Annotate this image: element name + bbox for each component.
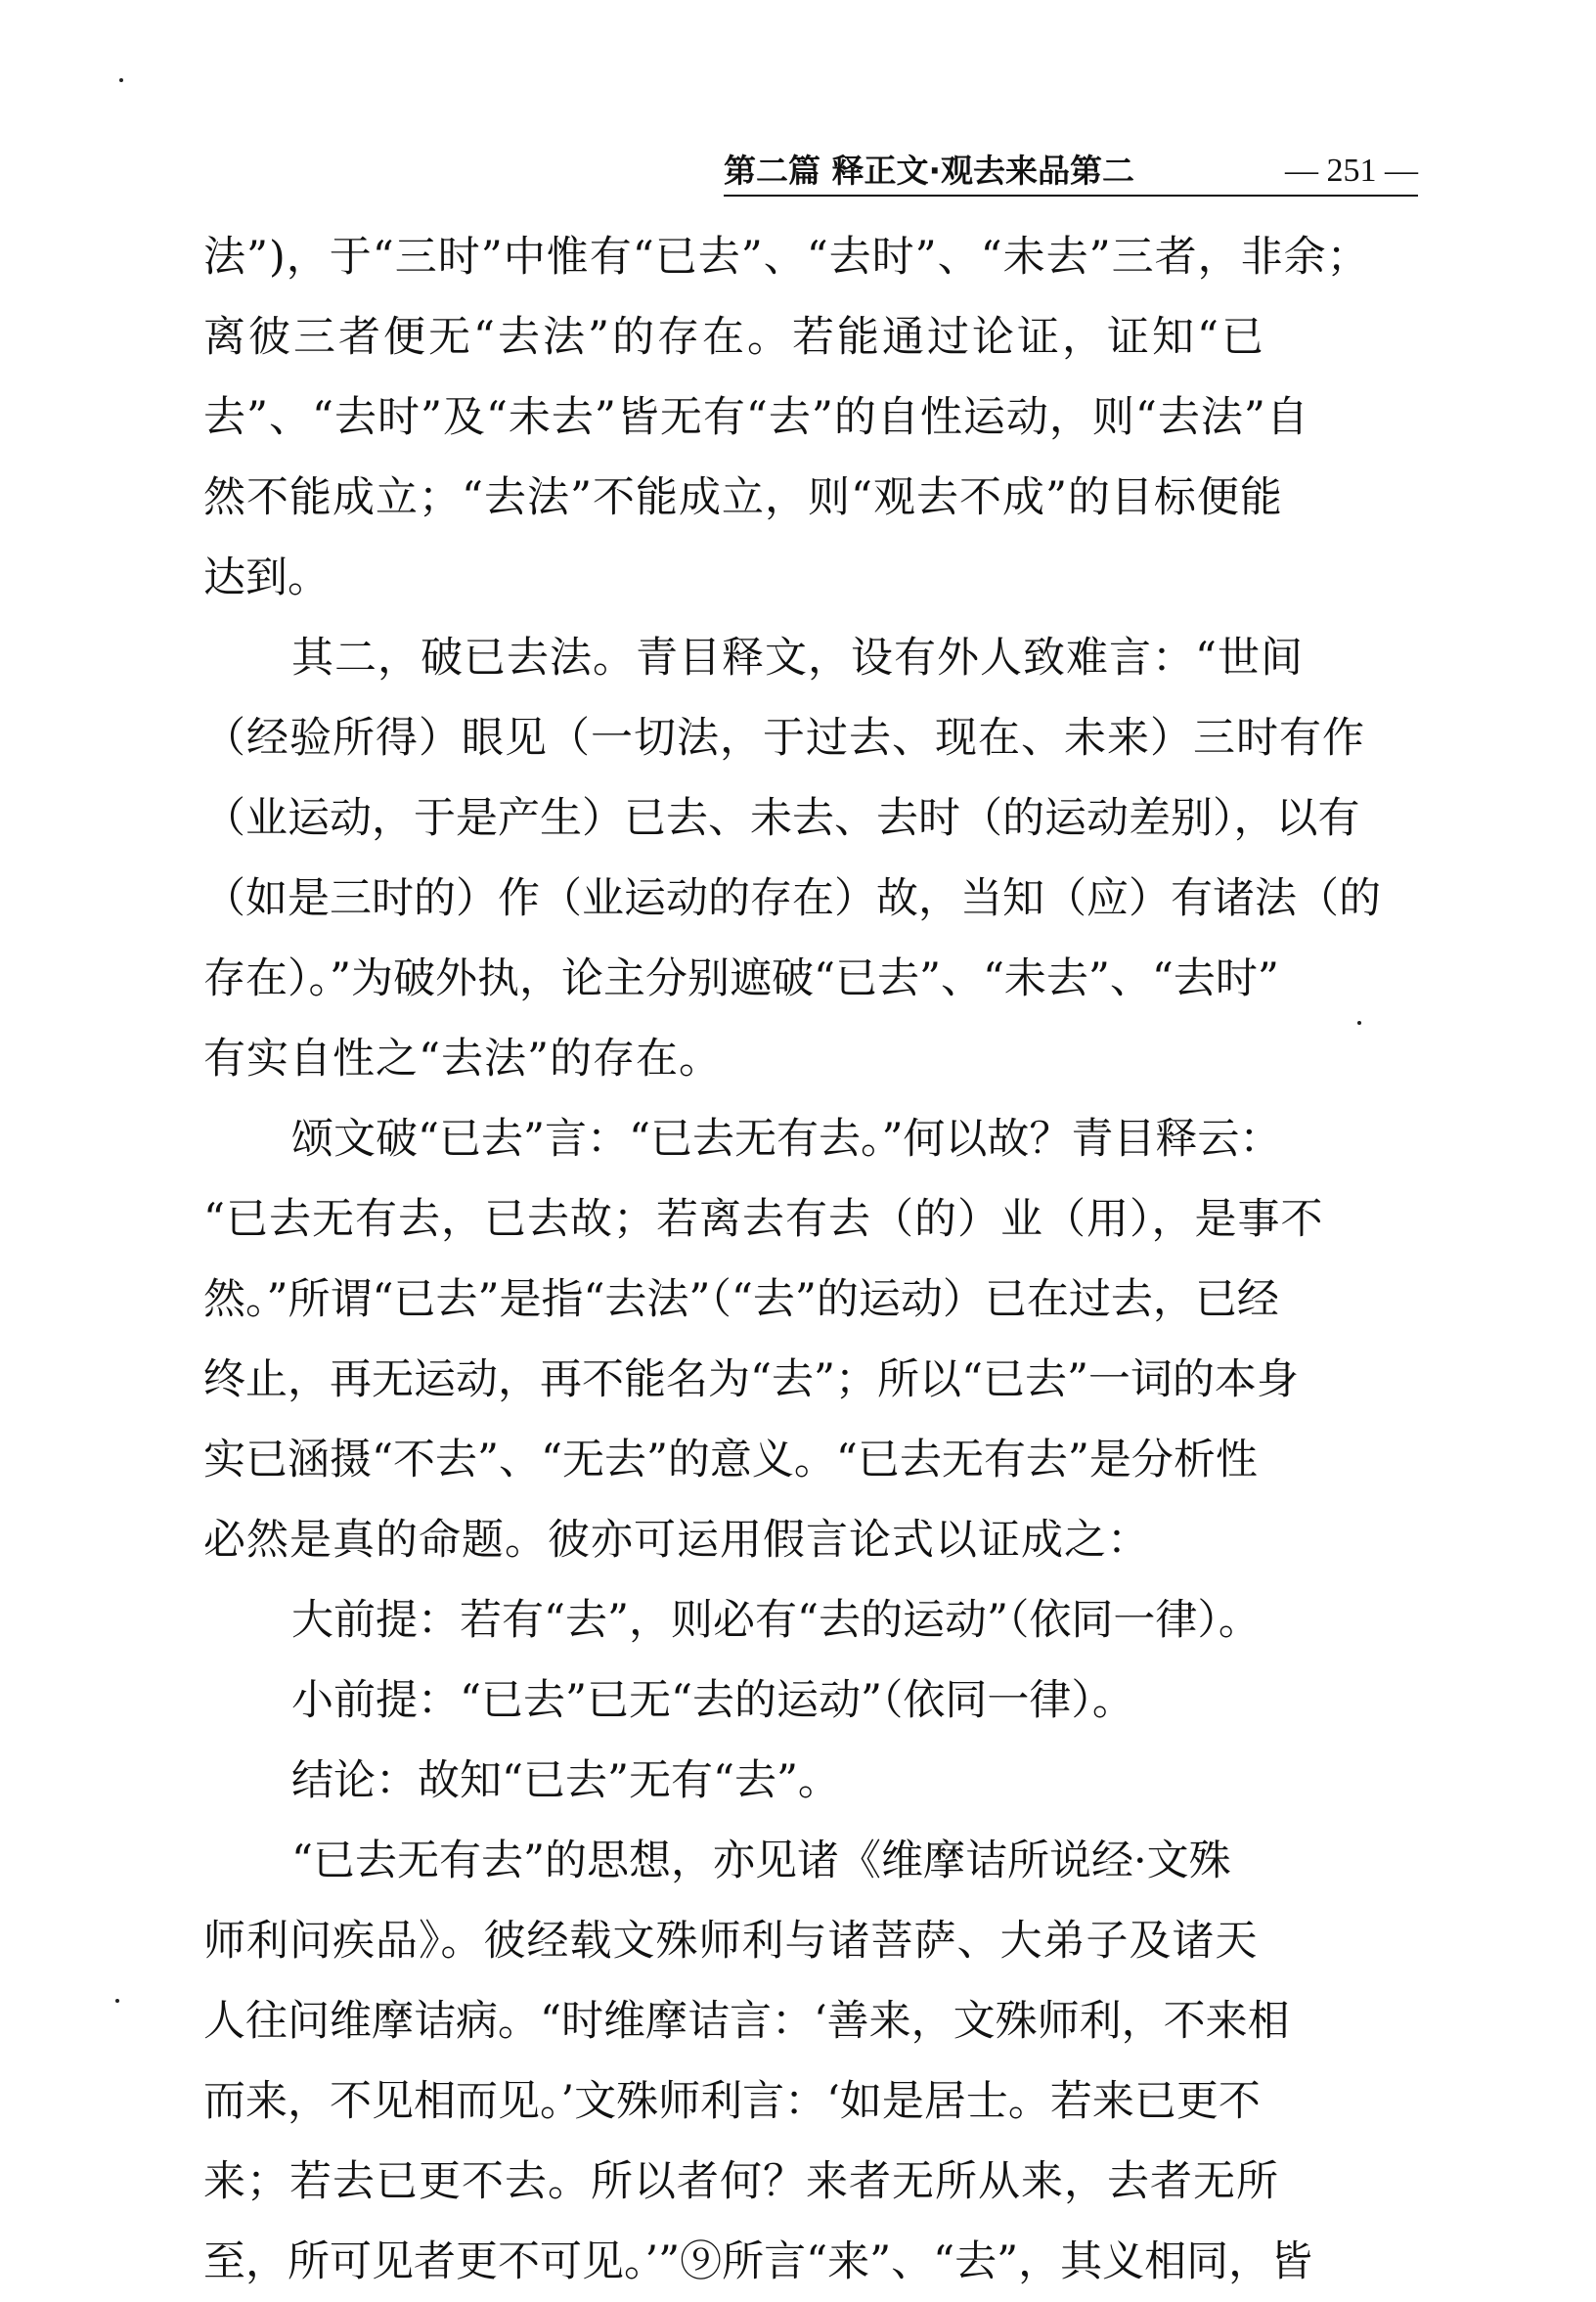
- text-line: 法”)，于“三时”中惟有“已去”、“去时”、“未去”三者，非余；: [203, 233, 1370, 282]
- scan-speck-top: [119, 78, 123, 82]
- text-line: 然不能成立；“去法”不能成立，则“观去不成”的目标便能: [203, 473, 1283, 522]
- text-line: （如是三时的）作（业运动的存在）故，当知（应）有诸法（的: [203, 874, 1381, 923]
- text-line: “已去无有去，已去故；若离去有去（的）业（用），是事不: [203, 1195, 1324, 1244]
- header-rule: [724, 195, 1418, 197]
- text-line: 实已涵摄“不去”、“无去”的意义。“已去无有去”是分析性: [203, 1436, 1258, 1484]
- text-line: 而来，不见相而见。’文殊师利言：‘如是居士。若来已更不: [203, 2077, 1261, 2126]
- text-line: 存在）。”为破外执，论主分别遮破“已去”、“未去”、“去时”: [203, 954, 1279, 1003]
- chapter-title: 第二篇 释正文·观去来品第二: [724, 152, 1135, 190]
- text-line: 其二，破已去法。青目释文，设有外人致难言：“世间: [291, 634, 1304, 683]
- text-line: （经验所得）眼见（一切法，于过去、现在、未来）三时有作: [203, 714, 1365, 763]
- text-line: 来；若去已更不去。所以者何？来者无所从来，去者无所: [203, 2157, 1279, 2206]
- text-line: 然。”所谓“已去”是指“去法”（“去”的运动）已在过去，已经: [203, 1275, 1279, 1324]
- text-line: 离彼三者便无“去法”的存在。若能通过论证，证知“已: [203, 313, 1266, 362]
- text-line: “已去无有去”的思想，亦见诸《维摩诘所说经·文殊: [291, 1837, 1231, 1885]
- syllogism-conclusion: 结论：故知“已去”无有“去”。: [291, 1756, 840, 1805]
- text-line: 达到。: [203, 553, 330, 602]
- syllogism-minor-premise: 小前提：“已去”已无“去的运动”（依同一律）。: [291, 1676, 1134, 1725]
- syllogism-major-premise: 大前提：若有“去”，则必有“去的运动”（依同一律）。: [291, 1596, 1261, 1645]
- text-line: 师利问疾品》。彼经载文殊师利与诸菩萨、大弟子及诸天: [203, 1917, 1259, 1966]
- text-line: 有实自性之“去法”的存在。: [203, 1035, 722, 1084]
- text-line: 必然是真的命题。彼亦可运用假言论式以证成之：: [203, 1516, 1150, 1565]
- text-line: （业运动，于是产生）已去、未去、去时（的运动差别），以有: [203, 794, 1360, 843]
- text-line: 人往问维摩诘病。“时维摩诘言：‘善来，文殊师利，不来相: [203, 1997, 1290, 2046]
- page-number: — 251 —: [1285, 153, 1418, 189]
- text-line: 颂文破“已去”言：“已去无有去。”何以故？青目释云：: [291, 1115, 1282, 1164]
- body-text: [203, 217, 1416, 2302]
- text-line: 终止，再无运动，再不能名为“去”；所以“已去”一词的本身: [203, 1355, 1299, 1404]
- text-line: 至，所可见者更不可见。’”⑨所言“来”、“去”，其义相同，皆: [203, 2237, 1313, 2286]
- scan-speck-left: [115, 1999, 119, 2003]
- text-line: 去”、“去时”及“未去”皆无有“去”的自性运动，则“去法”自: [203, 393, 1309, 442]
- running-header: [724, 147, 1418, 196]
